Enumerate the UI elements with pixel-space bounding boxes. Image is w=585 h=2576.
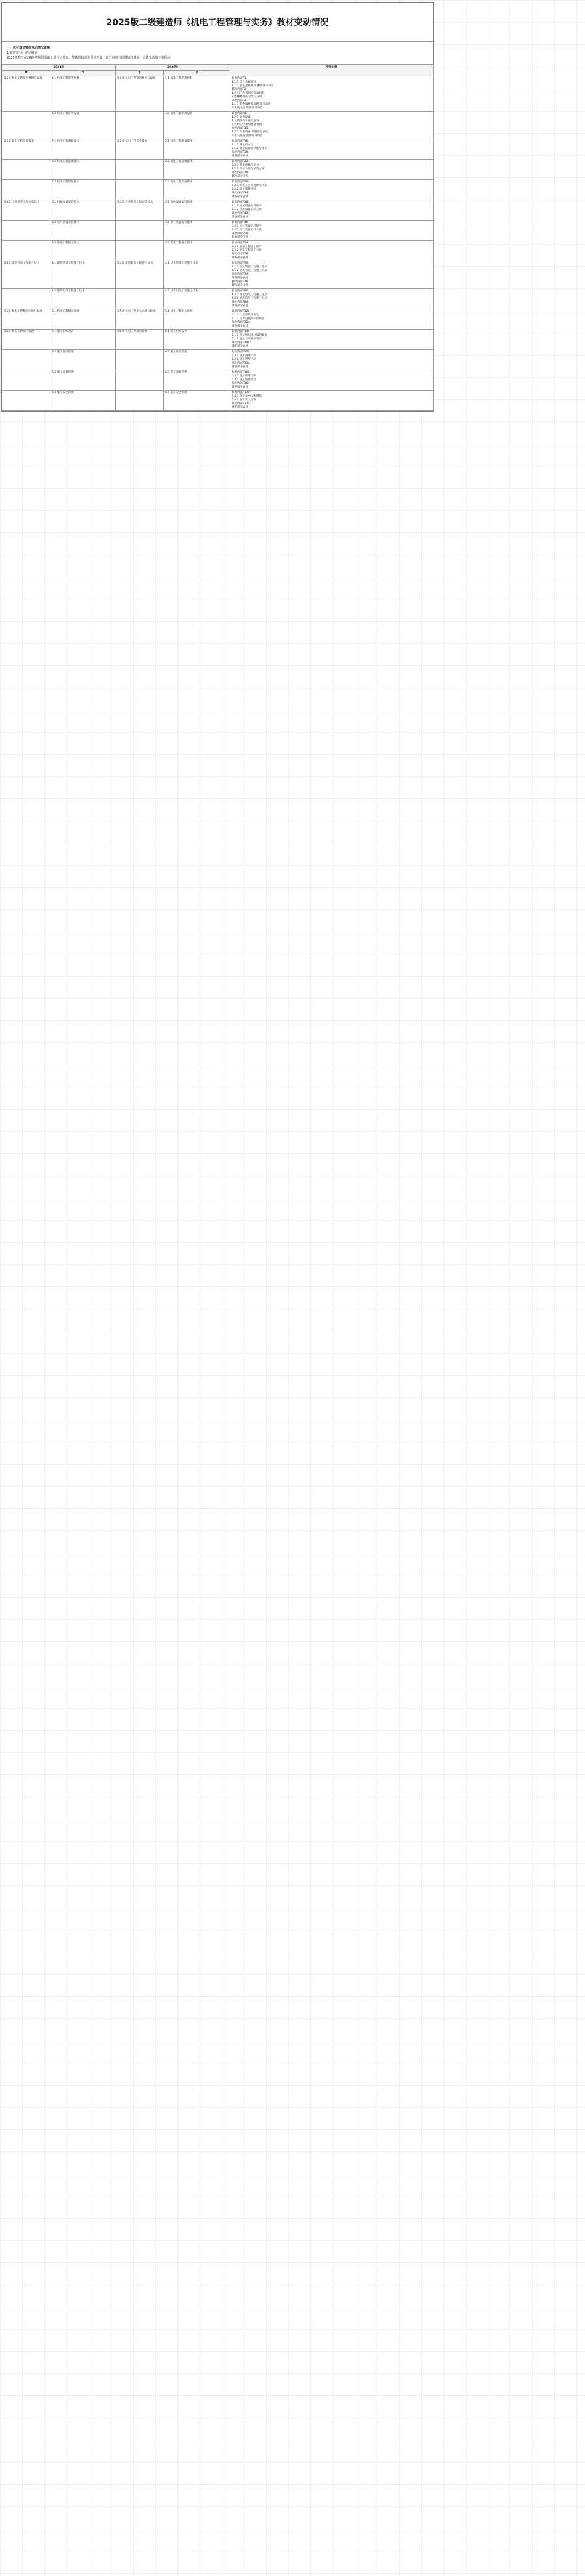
chapter-2024-cell: 第1章 机电工程常用材料与设备 bbox=[2, 76, 50, 112]
change-line: 2.2.2 吊装方法与吊装方案 bbox=[232, 168, 265, 171]
chapter-2025-cell: 第6章 机电工程项目管理 bbox=[116, 330, 164, 350]
section-2024-cell: 2.2 机电工程起重技术 bbox=[50, 160, 116, 180]
change-line: 调整部分表述 bbox=[232, 216, 248, 219]
table-row bbox=[2, 370, 434, 391]
table-row bbox=[2, 221, 434, 241]
section-2025-cell: 4.1 建筑管道工程施工技术 bbox=[164, 261, 230, 289]
section-2025-cell: 6.2 施工进度管理 bbox=[164, 350, 230, 370]
chapter-2025-cell bbox=[116, 221, 164, 241]
change-line: 1.泵的分类和性能参数 bbox=[232, 120, 259, 123]
table-row bbox=[2, 261, 434, 289]
change-line: 新增部分内容 bbox=[232, 236, 248, 239]
change-line: 调整部分表述 bbox=[232, 345, 248, 348]
chapter-2024-cell bbox=[2, 370, 50, 391]
change-line: 2.1.1 测量的方法 bbox=[232, 144, 254, 147]
chapter-2024-cell bbox=[2, 180, 50, 200]
chapter-2025-cell bbox=[116, 112, 164, 139]
change-line: 3.2.1 电气装置安装程序 bbox=[232, 225, 262, 228]
change-line: 新增内容P8： bbox=[232, 112, 249, 115]
changes-cell bbox=[230, 309, 434, 330]
changes-cell bbox=[230, 112, 434, 139]
change-line: 3.1.2 机械设备安装方法 bbox=[232, 208, 262, 211]
change-line: 修改内容P58： bbox=[232, 253, 251, 256]
change-line: 新增内容P1： bbox=[232, 77, 249, 80]
change-line: 修改内容P174： bbox=[232, 402, 252, 405]
change-line: 1.1.3 非金属材料 调整部分表述 bbox=[232, 103, 271, 106]
chapter-2025-cell: 第5章 机电工程相关法规与标准 bbox=[116, 309, 164, 330]
change-line: 3.电线电缆 新增部分内容 bbox=[232, 107, 263, 110]
changes-cell bbox=[230, 350, 434, 370]
section-2025-cell: 2.3 机电工程焊接技术 bbox=[164, 180, 230, 200]
change-line: 修改内容P34： bbox=[232, 192, 251, 195]
change-line: 3.电气设备 新增部分内容 bbox=[232, 134, 263, 137]
change-line: 1.2.1 通用设备 bbox=[232, 116, 251, 119]
document-sheet bbox=[1, 2, 434, 412]
change-line: 新增内容P140： bbox=[232, 330, 252, 333]
section-2024-cell: 5.1 机电工程相关法规 bbox=[50, 309, 116, 330]
change-line: 调整部分表述 bbox=[232, 195, 248, 198]
change-line: 4.1.1 建筑管道工程施工程序 bbox=[232, 266, 267, 269]
table-row bbox=[2, 330, 434, 350]
chapter-2025-cell: 第4章 建筑机电工程施工技术 bbox=[116, 261, 164, 289]
change-line: 4.2.2 建筑电气工程施工方法 bbox=[232, 297, 267, 300]
table-row bbox=[2, 241, 434, 261]
group-header-2025: 2025年 bbox=[116, 65, 230, 71]
section-2025-cell: 5.1 机电工程相关法规 bbox=[164, 309, 230, 330]
section-2024-cell: 6.4 施工安全管理 bbox=[50, 391, 116, 411]
change-line: 新增内容P70： bbox=[232, 262, 251, 265]
chapter-2024-cell bbox=[2, 391, 50, 411]
chapter-2024-cell bbox=[2, 241, 50, 261]
change-line: 6.4.2 施工安全检查 bbox=[232, 399, 256, 402]
change-line: 修改内容P144： bbox=[232, 341, 252, 344]
chapter-2025-cell bbox=[116, 160, 164, 180]
change-line: 新增内容P80： bbox=[232, 290, 251, 293]
change-line: 调整部分表述 bbox=[232, 406, 248, 409]
section-2024-cell: 1.1 机电工程常用材料 bbox=[50, 76, 116, 112]
change-line: 5.1.2 电力设施保护的规定 bbox=[232, 317, 265, 320]
change-line: 修改内容P74： bbox=[232, 273, 251, 276]
change-line: 6.2.1 施工进度计划 bbox=[232, 354, 256, 357]
page-title: 2025版二级建造师《机电工程管理与实务》教材变动情况 bbox=[2, 3, 433, 42]
section-2025-cell: 4.2 建筑电气工程施工技术 bbox=[164, 289, 230, 309]
chapter-2025-cell: 第2章 机电工程专业技术 bbox=[116, 139, 164, 160]
change-line: 修改内容P42： bbox=[232, 212, 251, 215]
section-2024-cell: 3.2 电气装置安装技术 bbox=[50, 221, 116, 241]
section-2025-cell: 3.1 机械设备安装技术 bbox=[164, 200, 230, 221]
section-2024-cell: 6.2 施工进度管理 bbox=[50, 350, 116, 370]
change-line: 新增内容P54： bbox=[232, 242, 251, 245]
change-line: 删除内容P76： bbox=[232, 280, 251, 283]
change-line: 修改内容P124： bbox=[232, 321, 252, 324]
change-line: 2.1.2 测量仪器的功能与使用 bbox=[232, 147, 267, 150]
change-line: 5.1.1 计量的法律规定 bbox=[232, 314, 259, 317]
chapter-2024-cell: 第2章 机电工程专业技术 bbox=[2, 139, 50, 160]
changes-cell bbox=[230, 241, 434, 261]
change-line: 3.2.2 电气装置安装方法 bbox=[232, 229, 262, 232]
change-line: 6.3.2 施工质量检验 bbox=[232, 378, 256, 381]
chapter-2025-cell bbox=[116, 241, 164, 261]
section-2024-cell: 2.1 机电工程测量技术 bbox=[50, 139, 116, 160]
table-row bbox=[2, 309, 434, 330]
change-line: 新增内容P22： bbox=[232, 160, 251, 163]
change-line: 6.1.1 施工组织设计编制要求 bbox=[232, 334, 267, 337]
table-row bbox=[2, 350, 434, 370]
change-line: 修改内容P26： bbox=[232, 171, 251, 174]
change-line: 删除部分内容 bbox=[232, 175, 248, 178]
change-line: 新增内容P30： bbox=[232, 181, 251, 184]
changes-cell bbox=[230, 391, 434, 411]
change-line: 调整部分表述 bbox=[232, 155, 248, 158]
section-2024-cell: 6.3 施工质量管理 bbox=[50, 370, 116, 391]
section-2025-cell: 3.3 管道工程施工技术 bbox=[164, 241, 230, 261]
change-line: 6.1.2 施工方案编制要求 bbox=[232, 338, 262, 341]
section-header: 节 bbox=[50, 71, 116, 76]
change-line: 2.3.1 焊接工艺的选择与评定 bbox=[232, 184, 267, 187]
chapter-2024-cell: 第5章 机电工程相关法规与标准 bbox=[2, 309, 50, 330]
section-2025-cell: 2.1 机电工程测量技术 bbox=[164, 139, 230, 160]
change-line: 3.3.1 管道工程施工程序 bbox=[232, 245, 262, 248]
chapter-2024-cell bbox=[2, 350, 50, 370]
change-line: 修改内容P3： bbox=[232, 99, 249, 102]
intro-line: 1.新增部分：详见附表 bbox=[7, 51, 38, 55]
chapter-2025-cell bbox=[116, 289, 164, 309]
change-line: 调整部分表述 bbox=[232, 304, 248, 307]
change-line: 调整部分表述 bbox=[232, 277, 248, 280]
change-line: 新增内容P38： bbox=[232, 201, 251, 204]
change-line: 1.1.2 有色金属材料 删除部分内容 bbox=[232, 84, 274, 87]
intro-block bbox=[2, 42, 433, 65]
table-row bbox=[2, 139, 434, 160]
section-2025-cell: 3.2 电气装置安装技术 bbox=[164, 221, 230, 241]
change-line: 修改内容P50： bbox=[232, 232, 251, 235]
section-2024-cell: 3.3 管道工程施工技术 bbox=[50, 241, 116, 261]
intro-line: 2025版教材在2024年版的基础上进行了修订，整体结构基本保持不变，部分内容有所增加和删减，具体变动如下表所示。 bbox=[7, 56, 174, 60]
change-line: 新增内容P46： bbox=[232, 221, 251, 224]
chapter-2025-cell bbox=[116, 350, 164, 370]
table-row bbox=[2, 160, 434, 180]
change-line: 6.4.1 施工安全技术措施 bbox=[232, 395, 262, 398]
table-row bbox=[2, 180, 434, 200]
change-line: 修改内容P84： bbox=[232, 301, 251, 304]
change-line: 2.风机的分类和性能参数 bbox=[232, 123, 262, 126]
chapter-2025-cell: 第1章 机电工程常用材料与设备 bbox=[116, 76, 164, 112]
change-line: 调整部分表述 bbox=[232, 365, 248, 368]
change-line: 修改内容P19： bbox=[232, 151, 251, 154]
changes-cell bbox=[230, 180, 434, 200]
change-line: 3.3.2 管道工程施工方法 bbox=[232, 249, 262, 252]
section-2024-cell: 3.1 机械设备安装技术 bbox=[50, 200, 116, 221]
change-line: 1.1.1 黑色金属材料 bbox=[232, 81, 256, 84]
changes-cell bbox=[230, 330, 434, 350]
changes-cell bbox=[230, 139, 434, 160]
section-header: 节 bbox=[164, 71, 230, 76]
change-line: 2.绝缘材料的分类与应用 bbox=[232, 95, 262, 99]
changes-cell bbox=[230, 76, 434, 112]
changes-header: 变动内容 bbox=[230, 65, 434, 76]
chapter-2024-cell bbox=[2, 112, 50, 139]
chapter-2025-cell bbox=[116, 391, 164, 411]
change-line: 新增内容P170： bbox=[232, 391, 252, 394]
chapter-2024-cell bbox=[2, 221, 50, 241]
change-line: 调整部分表述 bbox=[232, 256, 248, 259]
change-line: 2.3.2 焊接质量检验 bbox=[232, 188, 256, 191]
intro-heading: 一、教材章节整体变动情况说明 bbox=[7, 46, 50, 50]
chapter-header: 章 bbox=[2, 71, 50, 76]
change-line: 调整部分表述 bbox=[232, 325, 248, 328]
change-line: 4.1.2 建筑管道工程施工方法 bbox=[232, 269, 267, 272]
change-line: 新增内容P160： bbox=[232, 371, 252, 374]
change-line: 新增内容P120： bbox=[232, 310, 252, 313]
chapter-2025-cell bbox=[116, 180, 164, 200]
changes-cell bbox=[230, 261, 434, 289]
section-2025-cell: 6.4 施工安全管理 bbox=[164, 391, 230, 411]
section-2024-cell: 2.3 机电工程焊接技术 bbox=[50, 180, 116, 200]
change-line: 3.1.1 机械设备安装程序 bbox=[232, 205, 262, 208]
change-line: 删除内容P2： bbox=[232, 88, 249, 91]
section-2024-cell: 1.2 机电工程常用设备 bbox=[50, 112, 116, 139]
chapter-2024-cell: 第4章 建筑机电工程施工技术 bbox=[2, 261, 50, 289]
change-line: 6.3.1 施工质量控制 bbox=[232, 375, 256, 378]
change-line: 4.2.1 建筑电气工程施工程序 bbox=[232, 293, 267, 296]
change-line: 删除部分内容 bbox=[232, 284, 248, 287]
chapter-2024-cell bbox=[2, 160, 50, 180]
change-line: 2.2.1 起重机械与吊具 bbox=[232, 164, 259, 167]
changes-cell bbox=[230, 200, 434, 221]
change-line: 6.2.2 施工进度控制 bbox=[232, 358, 256, 361]
change-line: 1.2.2 专用设备 调整部分表述 bbox=[232, 131, 268, 134]
table-row bbox=[2, 391, 434, 411]
chapter-2024-cell: 第3章 工业机电工程安装技术 bbox=[2, 200, 50, 221]
section-2025-cell: 6.1 施工组织设计 bbox=[164, 330, 230, 350]
group-header-2024: 2024年 bbox=[2, 65, 116, 71]
change-line: 修改内容P164： bbox=[232, 382, 252, 385]
section-2024-cell: 4.2 建筑电气工程施工技术 bbox=[50, 289, 116, 309]
change-line: 修改内容P11： bbox=[232, 127, 251, 130]
table-row bbox=[2, 112, 434, 139]
table-row bbox=[2, 289, 434, 309]
table-row bbox=[2, 200, 434, 221]
chapter-header: 章 bbox=[116, 71, 164, 76]
changes-table bbox=[2, 65, 434, 411]
changes-cell bbox=[230, 160, 434, 180]
section-2025-cell: 1.1 机电工程常用材料 bbox=[164, 76, 230, 112]
change-line: 调整部分表述 bbox=[232, 386, 248, 389]
change-line: 新增内容P16： bbox=[232, 140, 251, 143]
section-2024-cell: 6.1 施工组织设计 bbox=[50, 330, 116, 350]
change-line: 修改内容P154： bbox=[232, 362, 252, 365]
chapter-2025-cell: 第3章 工业机电工程安装技术 bbox=[116, 200, 164, 221]
table-row bbox=[2, 76, 434, 112]
changes-cell bbox=[230, 289, 434, 309]
table-body bbox=[2, 76, 434, 411]
changes-cell bbox=[230, 221, 434, 241]
table-group-header bbox=[2, 65, 434, 71]
change-line: 新增内容P150： bbox=[232, 351, 252, 354]
changes-cell bbox=[230, 370, 434, 391]
section-2025-cell: 1.2 机电工程常用设备 bbox=[164, 112, 230, 139]
section-2024-cell: 4.1 建筑管道工程施工技术 bbox=[50, 261, 116, 289]
section-2025-cell: 6.3 施工质量管理 bbox=[164, 370, 230, 391]
section-2025-cell: 2.2 机电工程起重技术 bbox=[164, 160, 230, 180]
chapter-2025-cell bbox=[116, 370, 164, 391]
change-line: 1.机电工程常用非金属材料 bbox=[232, 92, 265, 95]
chapter-2024-cell: 第6章 机电工程项目管理 bbox=[2, 330, 50, 350]
chapter-2024-cell bbox=[2, 289, 50, 309]
